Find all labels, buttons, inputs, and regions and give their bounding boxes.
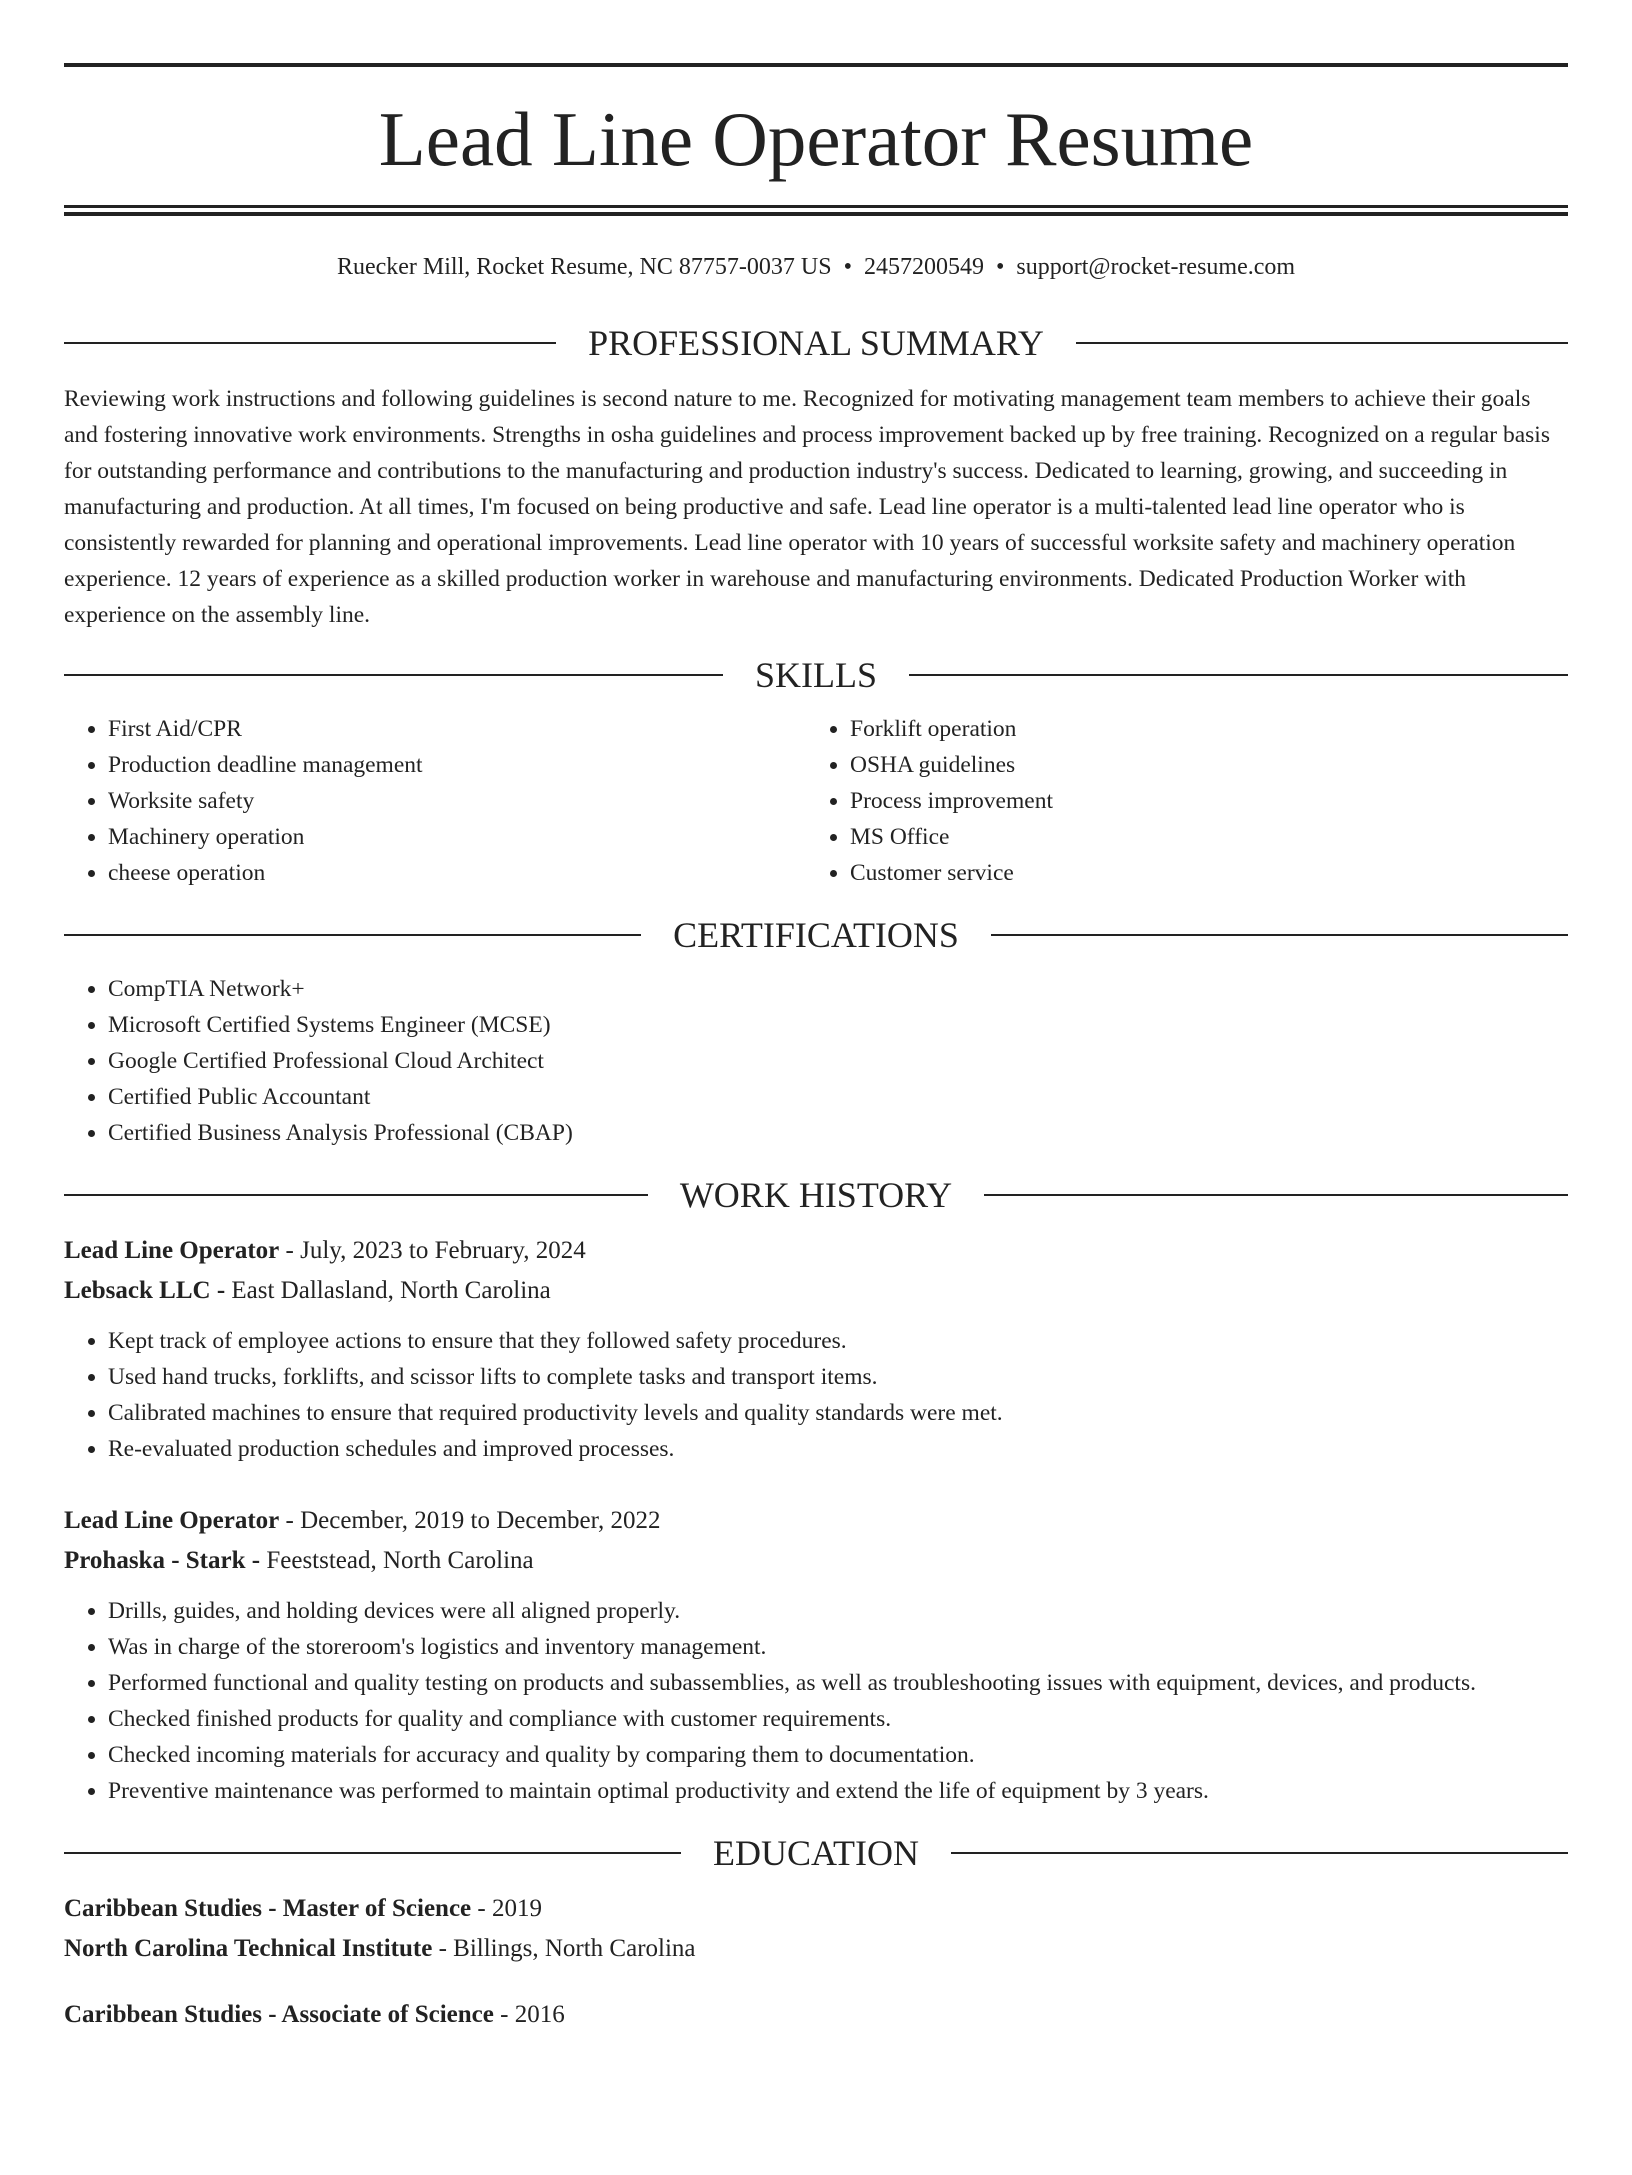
section-title: CERTIFICATIONS (673, 915, 959, 955)
education-location: Billings, North Carolina (453, 1935, 696, 1962)
list-item: • Re-evaluated production schedules and improved processes. (108, 1431, 1568, 1467)
education-degree: Caribbean Studies - Associate of Science (64, 2001, 494, 2028)
list-item: • Forklift operation (850, 711, 1548, 747)
list-item: • CompTIA Network+ (108, 971, 1568, 1007)
job-company-line (64, 1541, 1568, 1581)
summary-paragraph: Reviewing work instructions and following guidelines is second nature to me. Recognized for motivating management team members to achieve their goals and fostering innovative work environments. Strengths in osha guidelines and process improvement backed up by free training. Recognized on a regular basis for outstanding performance and contributions to the manufacturing and production industry's success. Dedicated to learning, growing, and succeeding in manufacturing and production. At all times, I'm focused on being productive and safe. Lead line operator is a multi-talented lead line operator who is consistently rewarded for planning and operational improvements. Lead line operator with 10 years of successful worksite safety and machinery operation experience. 12 years of experience as a skilled production worker in warehouse and manufacturing environments. Dedicated Production Worker with experience on the assembly line. (64, 386, 1550, 628)
list-item: • Worksite safety (108, 783, 806, 819)
section-heading-summary (64, 323, 1568, 363)
education-year: 2019 (491, 1895, 542, 1922)
dash: - (438, 1935, 447, 1962)
section-heading-certifications (64, 915, 1568, 955)
list-item: • Performed functional and quality testing on products and subassemblies, as well as troubleshooting issues with equipment, devices, and products. (108, 1665, 1568, 1701)
contact-address: Ruecker Mill, Rocket Resume, NC 87757-0037 US (336, 254, 832, 280)
dash: - (500, 2001, 509, 2028)
list-item: • First Aid/CPR (108, 711, 806, 747)
heading-rule (1076, 342, 1568, 344)
heading-rule (951, 1852, 1568, 1854)
list-item: • Preventive maintenance was performed to maintain optimal productivity and extend the life of equipment by 3 years. (108, 1773, 1568, 1809)
list-item: • Machinery operation (108, 819, 806, 855)
dash: - (251, 1547, 261, 1574)
job-company: Prohaska - Stark (64, 1547, 246, 1574)
contact-separator: • (843, 254, 852, 280)
job-entry (64, 1501, 1568, 1809)
job-role: Lead Line Operator (64, 1237, 280, 1264)
job-dates: July, 2023 to February, 2024 (300, 1237, 586, 1264)
contact-email[interactable]: support@rocket-resume.com (1016, 254, 1296, 280)
heading-rule (64, 1194, 648, 1196)
heading-rule (64, 674, 723, 676)
education-school: North Carolina Technical Institute (64, 1935, 433, 1962)
heading-rule (909, 674, 1568, 676)
dash: - (285, 1237, 294, 1264)
job-title-line (64, 1231, 1568, 1271)
list-item: • Was in charge of the storeroom's logistics and inventory management. (108, 1629, 1568, 1665)
title-double-rule (64, 205, 1568, 216)
section-title: EDUCATION (713, 1833, 919, 1873)
education-degree-line (64, 1995, 1568, 2035)
list-item: • Calibrated machines to ensure that required productivity levels and quality standards were met. (108, 1395, 1568, 1431)
list-item: • Checked incoming materials for accuracy and quality by comparing them to documentation. (108, 1737, 1568, 1773)
skills-list-left (64, 711, 806, 891)
job-bullets (64, 1593, 1568, 1809)
list-item: • cheese operation (108, 855, 806, 891)
job-role: Lead Line Operator (64, 1507, 280, 1534)
job-company-line (64, 1271, 1568, 1311)
education-school-line (64, 1929, 1568, 1969)
contact-separator: • (995, 254, 1005, 280)
skills-grid (64, 711, 1568, 891)
job-bullets (64, 1323, 1568, 1467)
dash: - (477, 1895, 486, 1922)
resume-title: Lead Line Operator Resume (378, 96, 1254, 182)
education-degree-line (64, 1889, 1568, 1929)
list-item: • Checked finished products for quality and compliance with customer requirements. (108, 1701, 1568, 1737)
heading-rule (64, 934, 641, 936)
section-heading-education (64, 1833, 1568, 1873)
job-location: East Dallasland, North Carolina (231, 1277, 551, 1304)
section-heading-skills (64, 655, 1568, 695)
resume-page (0, 63, 1632, 2175)
job-entry (64, 1231, 1568, 1467)
list-item: • MS Office (850, 819, 1548, 855)
list-item: • Production deadline management (108, 747, 806, 783)
education-year: 2016 (514, 2001, 565, 2028)
list-item: • OSHA guidelines (850, 747, 1548, 783)
list-item: • Drills, guides, and holding devices were all aligned properly. (108, 1593, 1568, 1629)
list-item: • Process improvement (850, 783, 1548, 819)
dash: - (216, 1277, 226, 1304)
top-rule (64, 63, 1568, 67)
job-title-line (64, 1501, 1568, 1541)
skills-list-right (806, 711, 1548, 891)
list-item: • Customer service (850, 855, 1548, 891)
heading-rule (984, 1194, 1568, 1196)
section-title: WORK HISTORY (679, 1175, 953, 1215)
education-degree: Caribbean Studies - Master of Science (64, 1895, 472, 1922)
certifications-list (64, 971, 1568, 1151)
job-dates: December, 2019 to December, 2022 (300, 1507, 661, 1534)
dash: - (285, 1507, 294, 1534)
list-item: • Kept track of employee actions to ensure that they followed safety procedures. (108, 1323, 1568, 1359)
education-entry (64, 1995, 1568, 2035)
list-item: • Google Certified Professional Cloud Architect (108, 1043, 1568, 1079)
job-company: Lebsack LLC (64, 1277, 211, 1304)
list-item: • Certified Business Analysis Professional (CBAP) (108, 1115, 1568, 1151)
job-location: Feeststead, North Carolina (266, 1547, 534, 1574)
heading-rule (64, 1852, 681, 1854)
education-entry (64, 1889, 1568, 1969)
contact-phone[interactable]: 2457200549 (863, 254, 984, 280)
list-item: • Certified Public Accountant (108, 1079, 1568, 1115)
contact-line (64, 251, 1568, 283)
heading-rule (991, 934, 1568, 936)
list-item: • Microsoft Certified Systems Engineer (MCSE) (108, 1007, 1568, 1043)
list-item: • Used hand trucks, forklifts, and scissor lifts to complete tasks and transport items. (108, 1359, 1568, 1395)
heading-rule (64, 342, 556, 344)
section-title: SKILLS (755, 655, 878, 695)
section-heading-work (64, 1175, 1568, 1215)
section-title: PROFESSIONAL SUMMARY (588, 323, 1044, 363)
